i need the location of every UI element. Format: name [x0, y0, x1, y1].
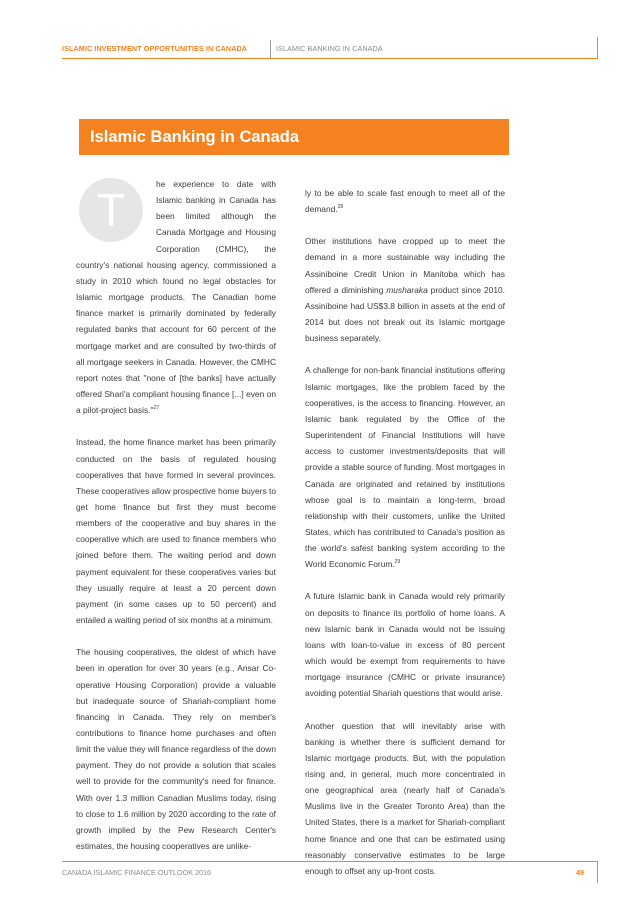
paragraph: Instead, the home finance market has been primarily conducted on the basis of regulated housing cooperatives that have formed in several provinces. These cooperatives allow prospective home buyers to get home finance but first they must become members of the cooperative and buy shares in the cooperative which are used to finance members who joined before them. The waiting period and down payment equivalent for these cooperatives varies but they usually require at least a 20 percent down payment (in some cases up to 50 percent) and entailed a waiting period of six months at a minimum. — [76, 437, 276, 626]
header-rule-tick — [597, 37, 598, 59]
header-rule — [62, 58, 598, 59]
paragraph-text: Other institutions have cropped up to meet the demand in a more sustainable way including the Assiniboine Credit Union in Manitoba which has offered a diminishing — [305, 236, 505, 295]
intro-text: he experience to date with Islamic banking in Canada has been limited although the Canada Mortgage and Housing Corporation (CMHC), the country's national housing agency, commissioned a study in 2010 which found no legal obstacles for Islamic mortgage products. The Canadian home finance market is primarily dominated by federally regulated banks that account for 60 percent of the mortgage market and are consulted by two-thirds of all mortgage seekers in Canada. However, the CMHC report notes that "none of [the banks] have actually offered Shari'a compliant housing finance [...] even on a pilot-project basis." — [76, 179, 276, 416]
footnote-ref: 27 — [153, 405, 160, 412]
footer-publication: CANADA ISLAMIC FINANCE OUTLOOK 2016 — [62, 868, 211, 877]
paragraph: The housing cooperatives, the oldest of which have been in operation for over 30 years (e.g., Ansar Co-operative Housing Corporation) provide a valuable but inadequate source of Shariah-compliant home financing in Canada. They rely on member's contributions to finance home purchases and often limit the value they will finance regardless of the down payment. They do not provide a solution that scales well to provide for the community's need for finance. With over 1.3 million Canadian Muslims today, rising to close to 1.6 million by 2020 according to the rate of growth implied by the Pew Research Center's estimates, the housing cooperatives are unlike- — [76, 647, 276, 852]
page-number: 49 — [576, 868, 584, 877]
left-column — [76, 176, 276, 870]
header-subsection-title: ISLAMIC BANKING IN CANADA — [276, 44, 383, 53]
footnote-ref: 29 — [394, 559, 401, 566]
footer-rule-tick — [597, 861, 598, 883]
header-section-title: ISLAMIC INVESTMENT OPPORTUNITIES IN CANADA — [62, 44, 248, 53]
page-title: Islamic Banking in Canada — [90, 128, 300, 146]
drop-cap-letter: T — [96, 184, 126, 236]
footnote-ref: 28 — [337, 204, 344, 211]
paragraph — [305, 233, 505, 346]
paragraph-text: A challenge for non-bank financial institutions offering Islamic mortgages, like the problem faced by the cooperatives, is the access to financing. However, an Islamic bank regulated by the Office of the Superintendent of Financial Institutions will have access to customer investments/deposits that will provide a stable source of funding. Most mortgages in Canada are originated and retained by institutions whose goal is to maintain a long-term, broad relationship with their customers, unlike the United States, which has contributed to Canada's position as the world's safest banking system according to the World Economic Forum. — [305, 365, 505, 570]
header-divider — [270, 40, 271, 58]
right-column — [305, 185, 505, 895]
drop-cap — [79, 178, 143, 242]
italic-term: musharaka — [386, 284, 428, 295]
paragraph-text: product since 2010. Assiniboine had US$3.8 billion in assets at the end of 2014 but does not break out its Islamic mortgage business separately. — [305, 284, 505, 344]
title-banner — [79, 119, 509, 155]
paragraph — [305, 362, 505, 572]
paragraph-intro — [76, 176, 276, 418]
paragraph: Another question that will inevitably arise with banking is whether there is sufficient demand for Islamic mortgage products. But, with the population rising and, in general, much more concentrated in one geographical area (nearly half of Canada's Muslims live in the Greater Toronto Area) than the United States, there is a market for Shariah-compliant home finance and one that can be estimated using reasonably conservative estimates to be large enough to offset any up-front costs. — [305, 720, 505, 876]
paragraph — [305, 185, 505, 217]
paragraph: A future Islamic bank in Canada would rely primarily on deposits to finance its portfolio of home loans. A new Islamic bank in Canada would not be issuing loans with loan-to-value in excess of 80 percent which would be exempt from requirements to have mortgage insurance (CMHC or private insurance) avoiding potential Shariah questions that would arise. — [305, 591, 505, 699]
footer-rule — [62, 861, 598, 862]
paragraph-text: ly to be able to scale fast enough to meet all of the demand. — [305, 188, 505, 215]
